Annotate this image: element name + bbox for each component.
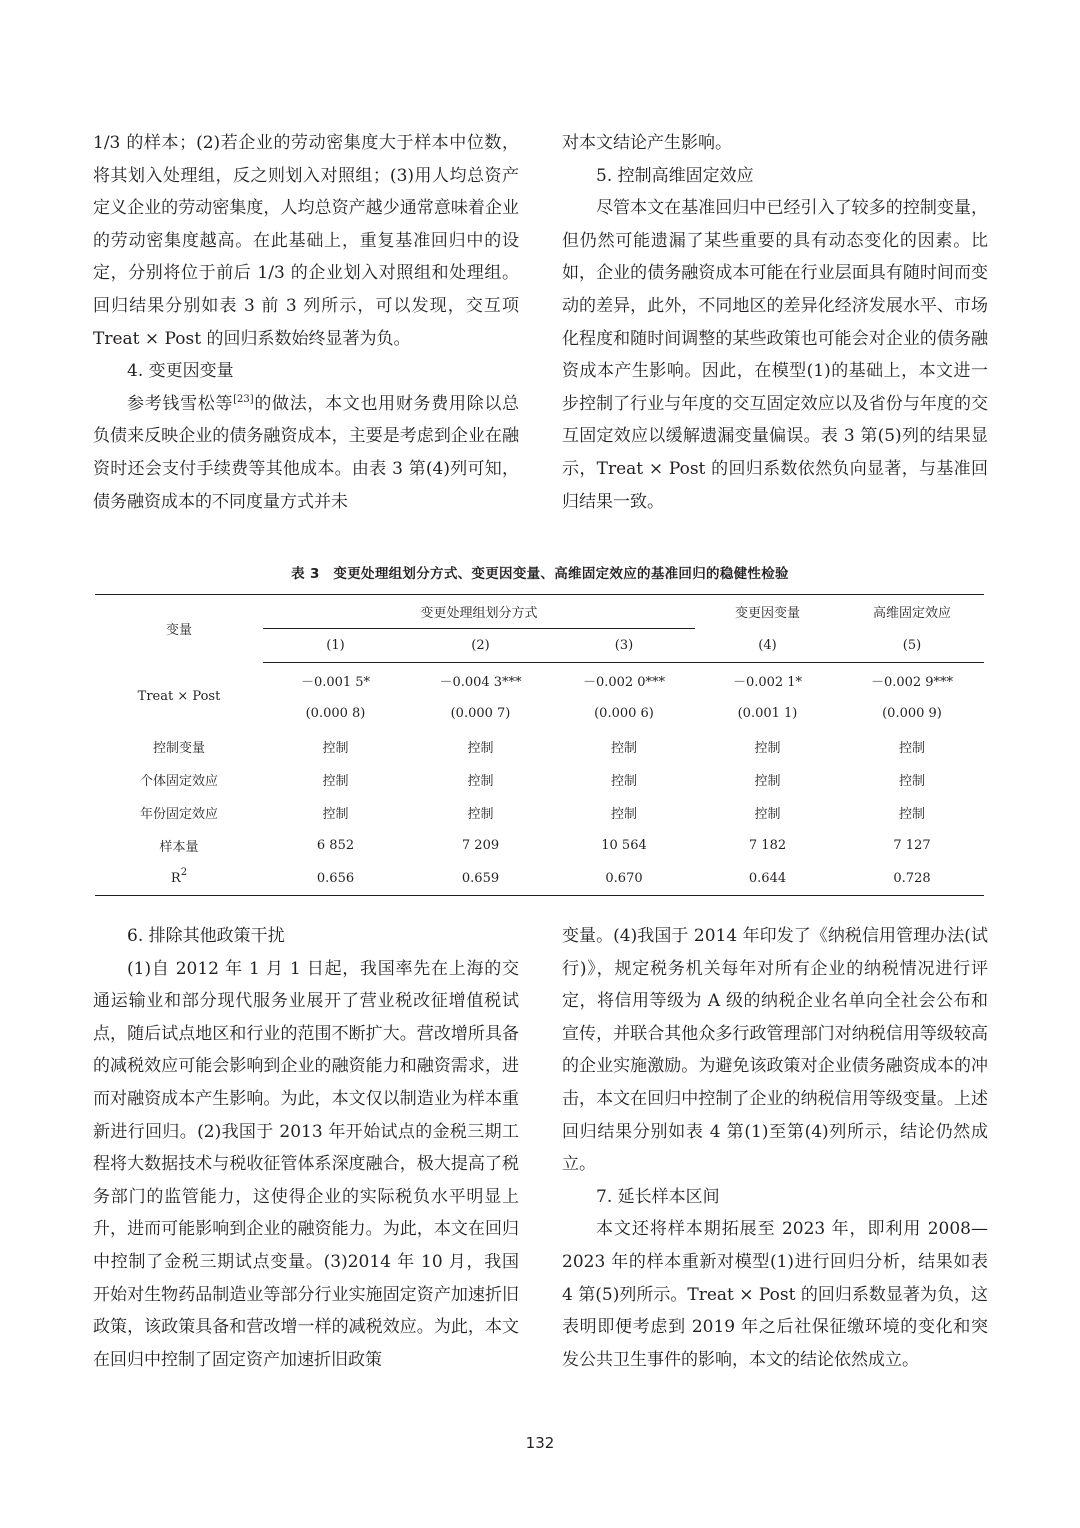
table-cell: 控制 <box>467 741 494 756</box>
table-cell: 控制 <box>467 807 494 822</box>
citation-ref: [23] <box>233 393 254 405</box>
table-caption: 表 3 变更处理组划分方式、变更因变量、高维固定效应的基准回归的稳健性检验 <box>291 566 789 582</box>
table-row-label: 样本量 <box>159 840 199 855</box>
regression-table <box>95 594 984 896</box>
table-row-label: 年份固定效应 <box>139 807 218 822</box>
table-col-number: (2) <box>408 629 553 663</box>
table-cell: 控制 <box>754 774 781 789</box>
paragraph-text: 参考钱雪松等 <box>127 393 234 414</box>
table-cell: 0.670 <box>553 862 695 896</box>
paragraph-text: 的做法，本文也用财务费用除以总负债来反映企业的债务融资成本，主要是考虑到企业在融资时还会支付手续费等其他成本。由表 3 第(4)列可知，债务融资成本的不同度量方式并未 <box>93 393 520 512</box>
table-cell: (0.001 1) <box>737 706 798 721</box>
table-col-number: (3) <box>553 629 695 663</box>
table-row <box>95 663 984 698</box>
table-cell: 6 852 <box>316 838 355 853</box>
table <box>95 594 984 896</box>
table-cell: 0.728 <box>840 862 984 896</box>
table-cell: 0.644 <box>695 862 840 896</box>
table-row <box>95 862 984 896</box>
section-heading-4: 4. 变更因变量 <box>127 361 234 382</box>
table-cell: －0.001 5* <box>300 674 371 690</box>
paragraph: 对本文结论产生影响。 <box>562 133 732 153</box>
table-header-variable: 变量 <box>95 595 263 663</box>
page-number: 132 <box>525 1434 555 1452</box>
table-col-number: (5) <box>840 629 984 663</box>
table-cell: 0.656 <box>263 862 408 896</box>
paragraph: 1/3 的样本；(2)若企业的劳动密集度大于样本中位数，将其划入处理组，反之则划入对照组；(3)用人均总资产定义企业的劳动密集度，人均总资产越少通常意味着企业的劳动密集度越高。在此基础上，重复基准回归中的设定，分别将位于前后 1/3 的企业划入对照组和处理组。回归结果分别如表 3 前 3 列所示，可以发现，交互项 Treat × Post 的回归系数始终显著为负。 <box>93 133 519 349</box>
table-row-label: 控制变量 <box>152 741 205 756</box>
section-heading-5: 5. 控制高维固定效应 <box>596 165 754 186</box>
table-row-label: Treat × Post <box>137 688 221 704</box>
table-cell: －0.002 9*** <box>870 674 954 690</box>
table-header-row <box>95 595 984 629</box>
table-cell: 控制 <box>610 807 637 822</box>
table-cell: 控制 <box>610 741 637 756</box>
table-row-label <box>95 862 263 896</box>
paragraph <box>93 388 519 518</box>
text-column-bottom-left <box>93 920 519 1376</box>
table-row-label: 个体固定效应 <box>139 774 218 789</box>
table-cell: (0.000 6) <box>594 706 654 721</box>
table-cell: 0.659 <box>408 862 553 896</box>
table-cell: (0.000 9) <box>882 706 942 721</box>
table-cell: 控制 <box>898 774 925 789</box>
table-cell: 控制 <box>322 807 349 822</box>
table-cell: 控制 <box>322 774 349 789</box>
table-cell: 控制 <box>322 741 349 756</box>
table-cell: (0.000 8) <box>305 706 366 721</box>
r2-superscript: 2 <box>180 867 188 878</box>
table-cell: 控制 <box>754 741 781 756</box>
paragraph: 变量。(4)我国于 2014 年印发了《纳税信用管理办法(试行)》，规定税务机关每年对所有企业的纳税情况进行评定，将信用等级为 A 级的纳税企业名单向全社会公布和宣传，并联合其他众多行政管理部门对纳税信用等级较高的企业实施激励。为避免该政策对企业债务融资成本的冲击，本文在回归中控制了企业的纳税信用等级变量。上述回归结果分别如表 4 第(1)至第(4)列所示，结论仍然成立。 <box>562 926 988 1175</box>
table-cell: 控制 <box>898 741 925 756</box>
table-col-number: (4) <box>695 629 840 663</box>
table-header-group-2: 变更因变量 <box>695 595 840 629</box>
table-cell: －0.002 1* <box>732 674 803 690</box>
section-heading-7: 7. 延长样本区间 <box>596 1186 720 1207</box>
table-cell: 7 127 <box>893 838 931 853</box>
table-header-group-3: 高维固定效应 <box>840 595 984 629</box>
paragraph: 本文还将样本期拓展至 2023 年，即利用 2008—2023 年的样本重新对模型(1)进行回归分析，结果如表 4 第(5)列所示。Treat × Post 的回归系数显著为负，这表明即便考虑到 2019 年之后社保征缴环境的变化和突发公共卫生事件的影响，本文的结论依然成立。 <box>562 1219 988 1370</box>
table-header-group-1: 变更处理组划分方式 <box>263 595 695 629</box>
table-col-number: (1) <box>263 629 408 663</box>
table-cell: 控制 <box>754 807 781 822</box>
table-row <box>95 763 984 796</box>
paragraph: 尽管本文在基准回归中已经引入了较多的控制变量，但仍然可能遗漏了某些重要的具有动态变化的因素。比如，企业的债务融资成本可能在行业层面具有随时间而变动的差异，此外，不同地区的差异化经济发展水平、市场化程度和随时间调整的某些政策也可能会对企业的债务融资成本产生影响。因此，在模型(1)的基础上，本文进一步控制了行业与年度的交互固定效应以及省份与年度的交互固定效应以缓解遗漏变量偏误。表 3 第(5)列的结果显示，Treat × Post 的回归系数依然负向显著，与基准回归结果一致。 <box>562 198 988 512</box>
table-cell: 控制 <box>467 774 494 789</box>
table-row <box>95 829 984 862</box>
table-cell: 7 209 <box>461 838 500 853</box>
table-cell: 控制 <box>610 774 637 789</box>
text-column-bottom-right <box>562 920 988 1376</box>
r2-label: R <box>170 871 181 886</box>
text-column-top-right <box>562 127 988 518</box>
table-cell: －0.004 3*** <box>439 674 522 690</box>
section-heading-6: 6. 排除其他政策干扰 <box>127 926 285 946</box>
table-row <box>95 796 984 829</box>
text-column-top-left <box>93 127 519 518</box>
table-row <box>95 730 984 763</box>
table-cell: －0.002 0*** <box>582 674 666 690</box>
table-cell: 7 182 <box>748 838 787 853</box>
table-cell: 10 564 <box>601 838 647 853</box>
table-cell: (0.000 7) <box>450 706 511 721</box>
table-cell: 控制 <box>898 807 925 822</box>
paragraph: (1)自 2012 年 1 月 1 日起，我国率先在上海的交通运输业和部分现代服务业展开了营业税改征增值税试点，随后试点地区和行业的范围不断扩大。营改增所具备的减税效应可能会影响到企业的融资能力和融资需求，进而对融资成本产生影响。为此，本文仅以制造业为样本重新进行回归。(2)我国于 2013 年开始试点的金税三期工程将大数据技术与税收征管体系深度融合，极大提高了税务部门的监管能力，这使得企业的实际税负水平明显上升，进而可能影响到企业的融资能力。为此，本文在回归中控制了金税三期试点变量。(3)2014 年 10 月，我国开始对生物药品制造业等部分行业实施固定资产加速折旧政策，该政策具备和营改增一样的减税效应。为此，本文在回归中控制了固定资产加速折旧政策 <box>93 958 519 1370</box>
